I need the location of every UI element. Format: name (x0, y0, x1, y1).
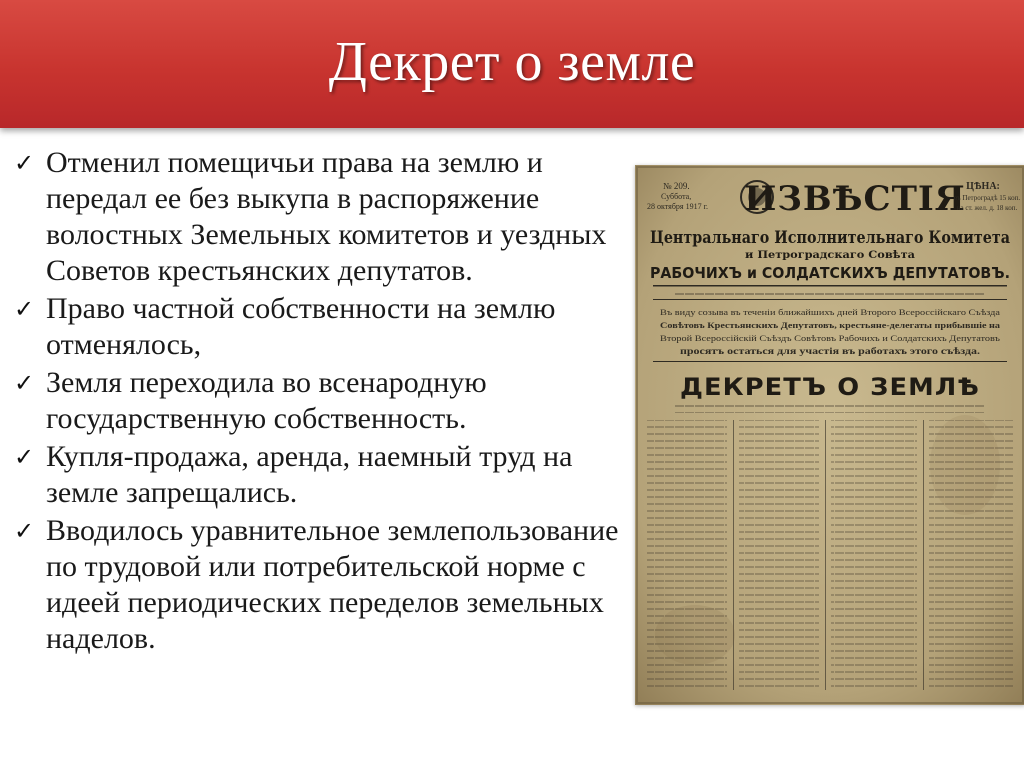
checkmark-icon: ✓ (14, 517, 35, 545)
checkmark-icon: ✓ (14, 295, 35, 323)
checkmark-icon: ✓ (14, 369, 35, 397)
issue-number: № 209. (663, 181, 690, 191)
issue-day: Суббота, (661, 192, 692, 201)
checkmark-icon: ✓ (14, 149, 35, 177)
bullet-text: Земля переходила во всенародную государственную собственность. (46, 366, 487, 435)
intro-line-1: Въ виду созыва въ теченiи ближайшихъ дней Второго Всероссiйскаго Съѣзда (660, 307, 1001, 317)
price-stations: на ст. жел. д. 18 коп. (956, 204, 1018, 212)
bullet-item (14, 513, 619, 657)
masthead: ИЗВѢСТIЯ (744, 179, 966, 219)
title-bar (0, 0, 1024, 128)
slide-title: Декрет о земле (328, 31, 696, 93)
bullet-item (14, 439, 619, 511)
bullet-item (14, 145, 619, 289)
bullet-text: Право частной собственности на землю отменялось, (46, 292, 556, 361)
intro-line-4: просятъ остаться для участiя въ работахъ этого съѣзда. (680, 346, 980, 356)
price-city: въ Петроградѣ 15 коп. (953, 194, 1021, 202)
intro-line-3: Второй Всероссiйскiй Съѣздъ Совѣтовъ Рабочихъ и Солдатскихъ Депутатовъ (660, 333, 1001, 343)
newspaper-image (635, 165, 1024, 705)
bullet-text: Купля-продажа, аренда, наемный труд на земле запрещались. (46, 440, 573, 509)
bullet-text: Вводилось уравнительное землепользование по трудовой или потребительской норме с идеей периодических переделов земельных наделов. (46, 514, 619, 655)
price-label: ЦѢНА: (966, 181, 1000, 192)
checkmark-icon: ✓ (14, 443, 35, 471)
bullet-item (14, 291, 619, 363)
bullet-list (14, 145, 619, 659)
subtitle-1: Центральнаго Исполнительнаго Комитета (650, 228, 1010, 248)
bullet-item (14, 365, 619, 437)
headline: ДЕКРЕТЪ О ЗЕМЛѢ (680, 373, 980, 401)
subtitle-2: и Петроградскаго Совѣта (745, 250, 916, 261)
bullet-text: Отменил помещичьи права на землю и передал ее без выкупа в распоряжение волостных Земельных комитетов и уездных Советов крестьянских депутатов. (46, 146, 607, 287)
issue-date: 28 октября 1917 г. (647, 202, 708, 211)
subtitle-3: РАБОЧИХЪ и СОЛДАТСКИХЪ ДЕПУТАТОВЪ. (650, 264, 1010, 282)
intro-line-2: Совѣтовъ Крестьянскихъ Депутатовъ, крестьяне-делегаты прибывшiе на (660, 320, 1001, 330)
